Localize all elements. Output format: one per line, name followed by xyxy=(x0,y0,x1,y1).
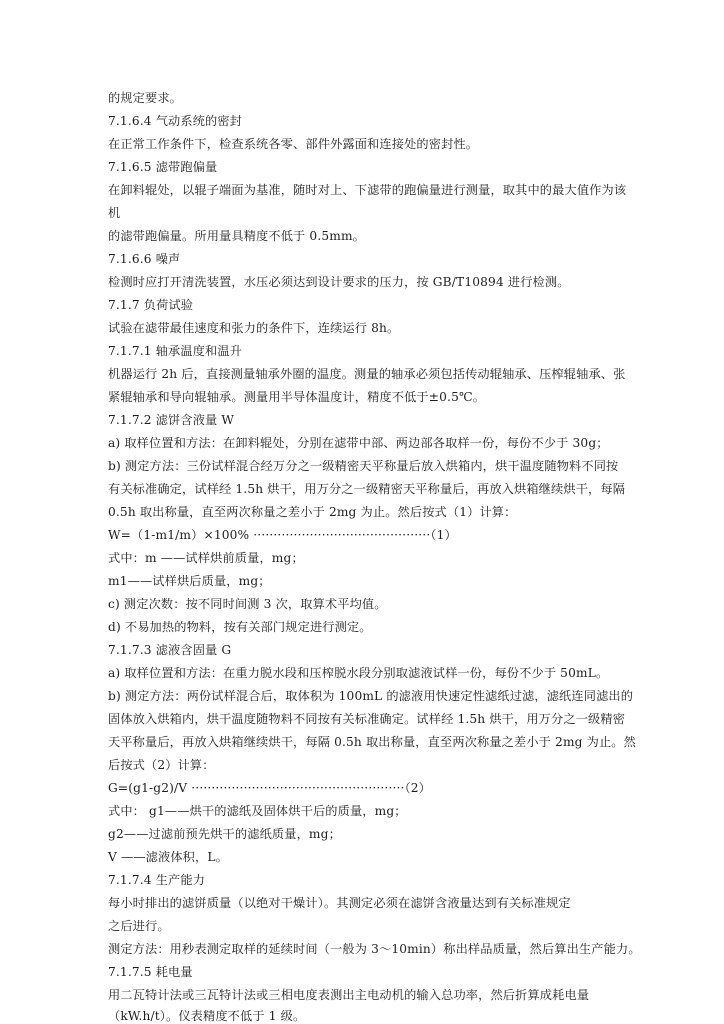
text-line: 用二瓦特计法或三瓦特计法或三相电度表测出主电动机的输入总功率，然后折算成耗电量 xyxy=(108,988,590,1002)
text-line: 检测时应打开清洗装置，水压必须达到设计要求的压力，按 GB/T10894 进行检测。 xyxy=(108,275,570,289)
text-line: 式中： g1——烘干的滤纸及固体烘干后的质量，mg； xyxy=(108,804,407,818)
text-line: b) 测定方法：三份试样混合经万分之一级精密天平称量后放入烘箱内，烘干温度随物料不同按 xyxy=(108,459,619,473)
text-line: 机 xyxy=(108,206,121,220)
text-line: a) 取样位置和方法：在卸料辊处，分别在滤带中部、两边部各取样一份，每份不少于 30g； xyxy=(108,436,609,450)
text-line: 0.5h 取出称量，直至两次称量之差小于 2mg 为止。然后按式（1）计算： xyxy=(108,505,517,519)
text-line: 紧辊轴承和导向辊轴承。测量用半导体温度计，精度不低于±0.5℃。 xyxy=(108,390,486,404)
text-line: 每小时排出的滤饼质量（以绝对干燥计）。其测定必须在滤饼含液量达到有关标准规定 xyxy=(108,896,571,910)
text-line: g2——过滤前预先烘干的滤纸质量，mg； xyxy=(108,827,341,841)
section-heading: 7.1.7.2 滤饼含液量 W xyxy=(108,413,235,427)
text-line: 的规定要求。 xyxy=(108,91,183,105)
text-line: m1——试样烘后质量，mg； xyxy=(108,574,271,588)
text-line: b) 测定方法：两份试样混合后，取体积为 100mL 的滤液用快速定性滤纸过滤，滤纸连同滤出的 xyxy=(108,689,634,703)
section-heading: 7.1.7.5 耗电量 xyxy=(108,965,193,979)
section-heading: 7.1.6.5 滤带跑偏量 xyxy=(108,160,218,174)
text-line: d) 不易加热的物料，按有关部门规定进行测定。 xyxy=(108,620,372,634)
text-line: V ——滤液体积，L。 xyxy=(108,850,228,864)
section-heading: 7.1.7.1 轴承温度和温升 xyxy=(108,344,243,358)
text-line: 测定方法：用秒表测定取样的延续时间（一般为 3～10min）称出样品质量，然后算出生产能力。 xyxy=(108,942,641,956)
text-line: 之后进行。 xyxy=(108,919,170,933)
text-line: a) 取样位置和方法：在重力脱水段和压榨脱水段分别取滤液试样一份，每份不少于 50mL。 xyxy=(108,666,609,680)
section-heading: 7.1.6.6 噪声 xyxy=(108,252,181,266)
formula-line: W=（1-m1/m）×100% ············································（1） xyxy=(108,528,457,542)
formula-line: G=(g1-g2)/V ·····················································（2） xyxy=(108,781,432,795)
text-line: 试验在滤带最佳速度和张力的条件下，连续运行 8h。 xyxy=(108,321,400,335)
text-line: 固体放入烘箱内，烘干温度随物料不同按有关标准确定。试样经 1.5h 烘干，用万分之一级精密 xyxy=(108,712,626,726)
text-line: 天平称量后，再放入烘箱继续烘干，每隔 0.5h 取出称量，直至两次称量之差小于 2mg 为止。然 xyxy=(108,735,636,749)
section-heading: 7.1.7 负荷试验 xyxy=(108,298,194,312)
text-line: 后按式（2）计算： xyxy=(108,758,215,772)
section-heading: 7.1.7.3 滤液含固量 G xyxy=(108,643,232,657)
text-line: 式中：m ——试样烘前质量，mg； xyxy=(108,551,304,565)
text-line: 在卸料辊处，以辊子端面为基准，随时对上、下滤带的跑偏量进行测量，取其中的最大值作为该 xyxy=(108,183,627,197)
text-line: 的滤带跑偏量。所用量具精度不低于 0.5mm。 xyxy=(108,229,366,243)
text-line: 有关标准确定，试样经 1.5h 烘干，用万分之一级精密天平称量后，再放入烘箱继续烘干，每隔 xyxy=(108,482,626,496)
section-heading: 7.1.7.4 生产能力 xyxy=(108,873,206,887)
text-line: 在正常工作条件下，检查系统各零、部件外露面和连接处的密封性。 xyxy=(108,137,479,151)
section-heading: 7.1.6.4 气动系统的密封 xyxy=(108,114,243,128)
text-line: （kW.h/t）。仪表精度不低于 1 级。 xyxy=(108,1009,306,1023)
text-line: 机器运行 2h 后，直接测量轴承外圈的温度。测量的轴承必须包括传动辊轴承、压榨辊轴承、张 xyxy=(108,367,626,381)
text-line: c) 测定次数：按不同时间测 3 次，取算术平均值。 xyxy=(108,597,387,611)
